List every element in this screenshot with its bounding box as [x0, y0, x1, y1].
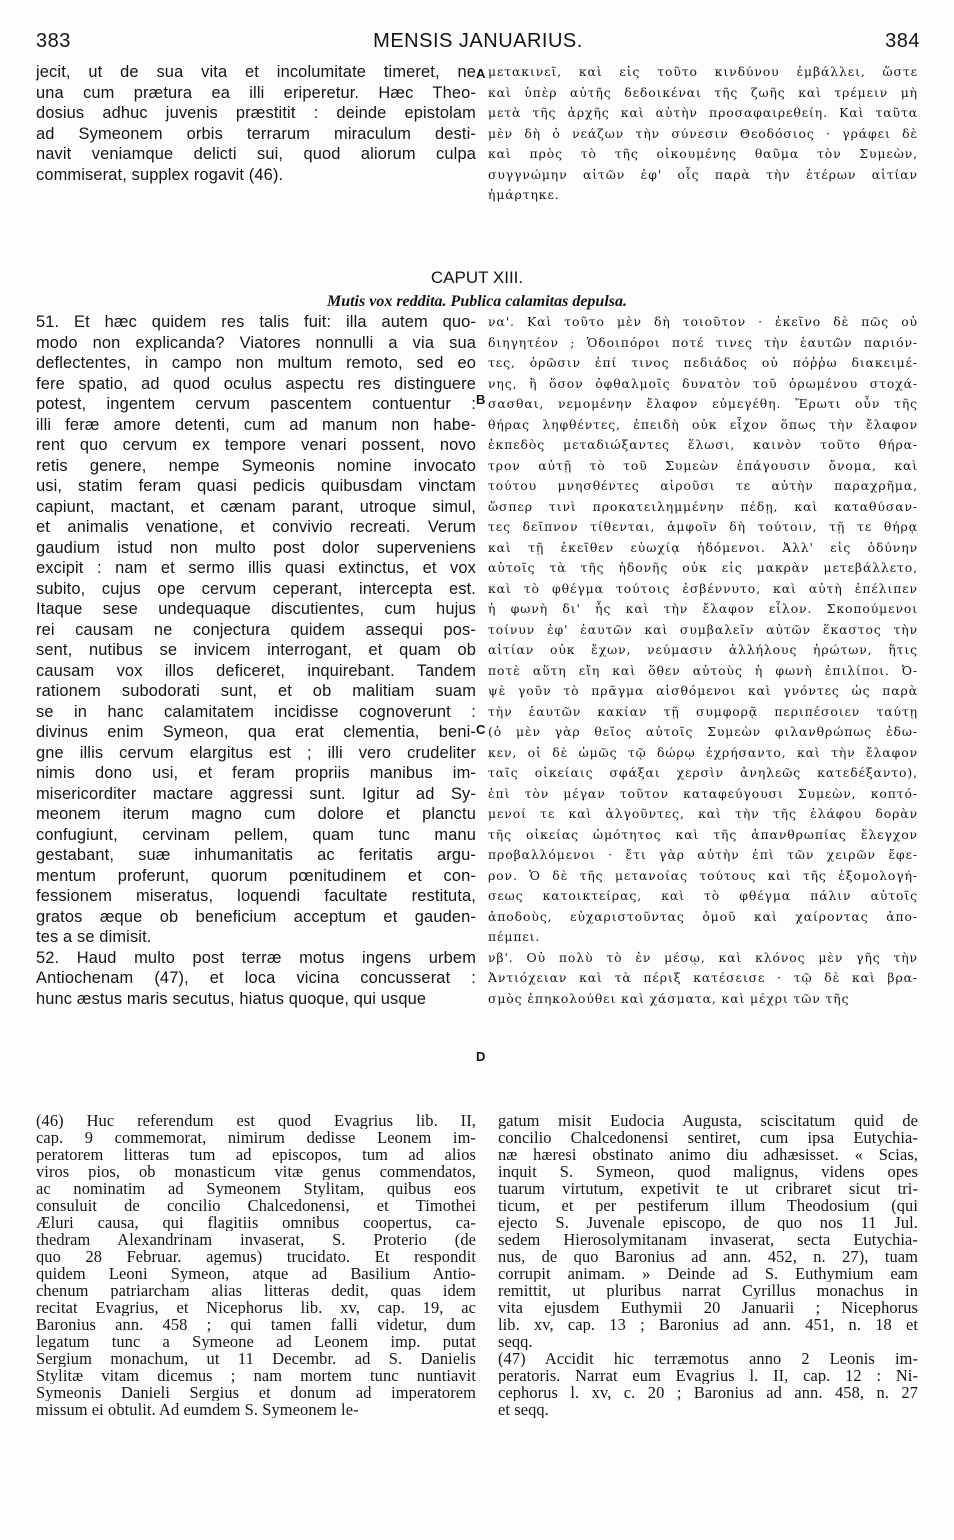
latin-text-line: se in hanc calamitatem incidisse cognoverunt : — [36, 702, 476, 721]
footnote-line: Æluri causa, qui flagitiis omnibus coopertus, ca- — [36, 1214, 476, 1231]
footnote-line: peratorem litteras tum ad episcopos, tum ad alios — [36, 1146, 476, 1163]
greek-text-line: σασθαι, νεμομένην ἔλαφον εὐμεγέθη. Ἔρωτι οὖν τῆς — [488, 396, 918, 411]
greek-text-line: μετακινεῖ, καὶ εἰς τοῦτο κινδύνου ἐμβάλλει, ὥστε — [488, 64, 918, 79]
greek-text-line: συγγνώμην αἰτῶν ἐφ' οἷς παρὰ τὴν ἑτέρων αἰτίαν — [488, 166, 918, 182]
footnote-line: lib. xv, cap. 13 ; Baronius ad ann. 451, n. 18 et — [498, 1316, 918, 1333]
greek-text-line: τῆς οἰκείας ὠμότητος καὶ τῆς ἀπανθρωπίας ἔλεγχον — [488, 826, 918, 842]
footnote-line: et seqq. — [498, 1401, 549, 1418]
greek-text-line: ρον. Ὁ δὲ τῆς μετανοίας τούτους καὶ τῆς ἐξομολογή- — [488, 867, 918, 883]
footnote-line: cephorus l. xv, c. 20 ; Baronius ad ann. 458, n. 27 — [498, 1384, 918, 1401]
greek-text-line: καὶ ὑπὲρ αὐτῆς δεδοικέναι τῆς ζωῆς καὶ τρέμειν μὴ — [488, 84, 918, 100]
running-title: MENSIS JANUARIUS. — [373, 30, 583, 52]
footnote-line: thedram Alexandrinam invaserat, S. Proterio (de — [36, 1231, 476, 1248]
latin-text-line: mentum proferunt, quorum pœnitudinem et con- — [36, 866, 476, 885]
latin-text-line: excipit : nam et sermo illis quasi extinctus, et vox — [36, 559, 476, 577]
footnotes-left — [36, 1112, 476, 1418]
latin-text-line: hunc æstus maris secutus, hiatus quoque, qui usque — [36, 989, 427, 1008]
greek-column-main — [488, 312, 918, 1009]
latin-text-line: subito, cujus ope cervum ceperant, intercepta est. — [36, 579, 476, 598]
greek-text-line: τες δεῖπνον τίθενται, ἀμφοῖν δὴ τούτοιν, τῇ τε θήρᾳ — [488, 519, 918, 534]
greek-text-line: σεως κατοικτείρας, καὶ τὸ φθέγμα πάλιν αὐτοῖς — [488, 888, 918, 903]
page-number-right: 384 — [885, 30, 920, 52]
latin-text-line: tes a se dimisit. — [36, 928, 152, 946]
footnote-line: ac nominatim ad Symeonem Stylitam, quibus eos — [36, 1180, 476, 1197]
greek-text-line: κεν, οἱ δὲ ὠμῶς τῷ δώρῳ ἐχρήσαντο, καὶ τὴν ἔλαφον — [488, 744, 918, 760]
footnote-line: ejecto S. Juvenale episcopo, de quo nos 11 Jul. — [498, 1214, 918, 1231]
greek-text-line: ἡ φωνὴ δι' ἧς καὶ τὴν ἔλαφον εἷλον. Σκοπούμενοι — [488, 601, 918, 616]
footnote-line: concilio Chalcedonensi sentiret, cum ipsa Eutychia- — [498, 1129, 918, 1146]
greek-text-line: (ὁ μὲν γὰρ θεῖος αὐτοῖς Συμεὼν φιλανθρώπως ἐδω- — [488, 724, 918, 739]
greek-text-line: μὲν δὴ ὁ νεάζων τὴν σύνεσιν Θεοδόσιος · γράφει δὲ — [488, 125, 918, 141]
greek-text-line: θήρας ληφθέντες, ἐπειδὴ οὐκ εἶχον ὅπως τὴν ἔλαφον — [488, 416, 918, 432]
footnote-line: consuluit de concilio Chalcedonensi, et Timothei — [36, 1197, 476, 1214]
greek-text-line: Ἀντιόχειαν καὶ τὰ πέριξ κατέσεισε · τῷ δὲ καὶ βρα- — [488, 970, 918, 985]
latin-text-line: fere spatio, ad quod oculus aspectu res distinguere — [36, 374, 476, 393]
latin-text-line: potest, ingentem cervum pascentem contuentur : — [36, 395, 476, 413]
page-number-left: 383 — [36, 30, 71, 52]
latin-text-line: capiunt, mactant, et cænam parant, utroque simul, — [36, 497, 476, 516]
margin-marker-d: D — [476, 1049, 486, 1064]
latin-text-line: commiserat, supplex rogavit (46). — [36, 165, 284, 184]
greek-text-line: τες, ὁρῶσιν ἐπί τινος πεδιάδος οὐ πόῤῥω διακειμέ- — [488, 355, 918, 370]
latin-text-line: navit veniamque delicti sui, quod aliorum culpa — [36, 145, 476, 163]
footnote-line: Sergium monachum, ut 11 Decembr. ad S. Danielis — [36, 1350, 476, 1367]
footnote-line: peratoris. Narrat eum Evagrius l. II, cap. 12 : Ni- — [498, 1367, 918, 1384]
footnote-line: cap. 9 commemorat, nimirum dedisse Leonem im- — [36, 1129, 476, 1146]
footnote-line: (47) Accidit hic terræmotus anno 2 Leonis im- — [498, 1350, 918, 1367]
greek-text-line: καὶ τὸ φθέγμα τούτοις ἐσβέννυτο, καὶ αὐτὴ ἐπέλιπεν — [488, 580, 918, 596]
greek-text-line: καὶ τῇ ἐκεῖθεν εὐωχίᾳ ἡδόμενοι. Ἀλλ' εἰς ὀδύνην — [488, 539, 918, 555]
greek-text-line: ἐπὶ τὸν μέγαν τοῦτον καταφεύγουσι Συμεὼν, κοπτό- — [488, 785, 918, 801]
latin-text-line: rationem subodorati sunt, et ob malitiam suam — [36, 682, 476, 700]
footnote-line: chenum patriarcham alias litteras dedit, quas idem — [36, 1282, 476, 1299]
latin-text-line: usi, statim feram quasi pedicis quibusdam vinctam — [36, 477, 476, 495]
greek-text-line: ἡμάρτηκε. — [488, 187, 560, 202]
latin-text-line: misericorditer mactare aggressi sunt. Igitur ad Sy- — [36, 784, 476, 803]
latin-text-line: una cum prætura ea illi eriperetur. Hæc Theo- — [36, 83, 476, 102]
greek-text-line: ταῖς οἰκείαις σφάξαι χερσὶν ἀνηλεῶς κατεδέξαντο), — [488, 765, 918, 780]
latin-text-line: rent quo cervum ex tempore venari possent, novo — [36, 436, 476, 454]
greek-text-line: ποτὲ αὕτη εἴη καὶ ὅθεν αὐτοὺς ἡ φωνὴ ἐπιλίποι. Ὀ- — [488, 662, 918, 678]
latin-text-line: fessionem miseratus, loquendi facultate restituta, — [36, 887, 476, 905]
greek-text-line: τρον αὐτῇ τὸ τοῦ Συμεὼν ἐπάγουσιν ὄνομα, καὶ — [488, 457, 918, 473]
latin-column-top — [36, 62, 476, 185]
latin-text-line: 51. Et hæc quidem res talis fuit: illa autem quo- — [36, 313, 476, 331]
chapter-subtitle: Mutis vox reddita. Publica calamitas depulsa. — [326, 293, 627, 310]
footnote-line: legatum tunc a Symeone ad Leonem imp. putat — [36, 1333, 476, 1350]
footnote-line: viros pios, ob monasticum vitæ genus commendatos, — [36, 1163, 476, 1180]
footnote-line: missum ei obtulit. Ad eumdem S. Symeonem le- — [36, 1401, 359, 1418]
greek-text-line: ἀποδοὺς, εὐχαριστοῦντας ὁμοῦ καὶ χαίροντας ἀπο- — [488, 908, 918, 924]
greek-text-line: μενοί τε καὶ ἀλγοῦντες, καὶ τὴν τῆς ἐλάφου δορὰν — [488, 806, 918, 821]
footnote-line: quo 28 Februar. agemus) trucidato. Et respondit — [36, 1248, 476, 1265]
greek-text-line: ἐκπεδὸς μεταδιώξαντες ἕλωσι, καινὸν τοῦτο θήρα- — [488, 437, 918, 452]
greek-text-line: ὥσπερ τινὶ προκατειλημμένην πέδῃ, καὶ καταθύσαν- — [488, 498, 918, 514]
greek-text-line: προβαλλόμενοι · ἔτι γὰρ αὐτὴν ἐπὶ τῶν χειρῶν ἔφε- — [488, 847, 918, 862]
latin-text-line: modo non explicanda? Viatores nonnulli a via sua — [36, 333, 476, 352]
page-header — [36, 30, 920, 62]
latin-text-line: 52. Haud multo post terræ motus ingens urbem — [36, 948, 476, 967]
latin-text-line: gratos æque ob beneficium acceptum et gauden- — [36, 907, 476, 926]
margin-marker-a: A — [476, 66, 486, 81]
latin-text-line: gaudium istud non multo post dolor superveniens — [36, 538, 476, 557]
footnote-line: ticum, et per pestiferum illum Theodosium (qui — [498, 1197, 918, 1214]
latin-text-line: gne illis cervum elargitus est ; illi vero crudeliter — [36, 743, 476, 762]
footnote-line: sedem Hierosolymitanam invaserat, secta Eutychia- — [498, 1231, 918, 1248]
footnote-line: Baronius ann. 458 ; qui tamen falli videtur, dum — [36, 1316, 476, 1333]
latin-text-line: nimis dono usi, et feram propriis manibus im- — [36, 764, 476, 782]
latin-text-line: jecit, ut de sua vita et incolumitate timeret, ne — [36, 63, 476, 81]
footnote-line: remittit, ut pluribus narrat Cyrillus monachus in — [498, 1282, 918, 1299]
greek-text-line: καὶ πρὸς τὸ τῆς οἰκουμένης θαῦμα τὸν Συμεὼν, — [488, 146, 918, 161]
greek-text-line: νης, ἢ ὅσον ὀφθαλμοῖς δυνατὸν τοῦ ὁρωμένου στοχά- — [488, 375, 918, 391]
greek-column-top — [488, 62, 918, 206]
greek-text-line: πέμπει. — [488, 929, 541, 944]
chapter-title: CAPUT XIII. — [430, 268, 524, 287]
greek-text-line: μετὰ τῆς ἀρχῆς καὶ αὐτὴν προσαφαιρεθείη. Καὶ ταῦτα — [488, 105, 918, 120]
latin-text-line: sent, nutibus se invicem interrogant, et quam ob — [36, 641, 476, 659]
latin-text-line: deflectentes, in campo non multum remoto, sed eo — [36, 354, 476, 372]
footnote-line: gatum misit Eudocia Augusta, sciscitatum quid de — [498, 1112, 918, 1129]
footnote-line: inquit S. Symeon, quod malignus, videns opes — [498, 1163, 918, 1180]
greek-text-line: να'. Καὶ τοῦτο μὲν δὴ τοιοῦτον · ἐκεῖνο δὲ πῶς οὐ — [488, 314, 918, 329]
latin-text-line: Itaque sese undequaque discutientes, cum hujus — [36, 600, 476, 618]
greek-text-line: σμὸς ἐπηκολούθει καὶ χάσματα, καὶ μέχρι τῶν τῆς — [488, 990, 850, 1006]
greek-text-line: αἰτίαν οὐκ ἔχων, νεύμασιν ἀλλήλους ἠρώτων, ἥτις — [488, 642, 918, 657]
latin-text-line: gestabant, suæ inhumanitatis ac feritatis argu- — [36, 846, 476, 864]
footnote-line: corrupit animam. » Deinde ad S. Euthymium eam — [498, 1265, 918, 1282]
footnote-line: (46) Huc referendum est quod Evagrius lib. II, — [36, 1112, 476, 1129]
latin-text-line: confugiunt, cervinam pellem, quam tunc manu — [36, 825, 476, 844]
greek-text-line: τούτου μνησθέντες αἱροῦσι τε αὐτὴν παραχρῆμα, — [488, 478, 918, 493]
greek-text-line: διηγητέον ; Ὁδοιπόροι ποτέ τινες τὴν ἑαυτῶν παριόν- — [488, 334, 918, 350]
latin-text-line: rei causam ne conjectura quidem assequi pos- — [36, 620, 476, 639]
latin-text-line: illi feræ amore detenti, cum ad manum non habe- — [36, 415, 476, 434]
greek-text-line: ψὲ γοῦν τὸ πρᾶγμα αἰσθόμενοι καὶ γνόντες ὡς παρὰ — [488, 683, 918, 698]
footnote-line: næ hæresi obstinato animo diu adhæsisset. « Scias, — [498, 1146, 918, 1163]
latin-column-main — [36, 312, 476, 1009]
latin-text-line: dosius adhuc juvenis præstitit : deinde epistolam — [36, 104, 476, 122]
footnote-line: vita ejusdem Euthymii 20 Januarii ; Nicephorus — [498, 1299, 918, 1316]
footnote-line: quidem Leoni Symeon, atque ad Basilium Antio- — [36, 1265, 476, 1282]
margin-marker-b: B — [476, 392, 486, 407]
footnote-line: Stylitæ vitam dicemus ; nam mortem tunc nuntiavit — [36, 1367, 476, 1384]
latin-text-line: et animalis venatione, et convivio recreati. Verum — [36, 518, 476, 536]
latin-text-line: Antiochenam (47), et loca vicina concusserat : — [36, 969, 476, 987]
latin-text-line: ad Symeonem orbis terrarum miraculum desti- — [36, 124, 476, 143]
greek-text-line: τοίνυν ἐφ' ἑαυτῶν καὶ συμβαλεῖν αὐτῶν ἕκαστος τὴν — [488, 621, 918, 637]
footnote-line: nus, de quo Baronius ad ann. 452, n. 27), tuam — [498, 1248, 918, 1265]
latin-text-line: divinus enim Symeon, qua erat clementia, beni- — [36, 723, 476, 741]
latin-text-line: causam vox illos deficeret, inquirebant. Tandem — [36, 661, 476, 680]
footnote-line: Symeonis Danieli Sergius et donum ad imperatorem — [36, 1384, 476, 1401]
greek-text-line: αὐτοῖς τὰ τῆς ἡδονῆς οὐκ εἰς μακρὰν μετεβάλλετο, — [488, 560, 918, 575]
greek-text-line: τὴν ἑαυτῶν κακίαν τῇ συμφορᾷ περιπέσοιεν ταύτῃ — [488, 703, 918, 719]
footnote-line: tuarum virtutum, expetivit te ut cribraret sicut tri- — [498, 1180, 918, 1197]
margin-marker-c: C — [476, 722, 486, 737]
footnote-line: seqq. — [498, 1333, 533, 1350]
greek-text-line: νβ'. Οὐ πολὺ τὸ ἐν μέσῳ, καὶ κλόνος μὲν γῆς τὴν — [488, 949, 918, 965]
footnote-line: recitat Evagrius, et Nicephorus lib. xv, cap. 19, ac — [36, 1299, 476, 1316]
latin-text-line: retis genere, nempe Symeonis nomine invocato — [36, 456, 476, 475]
footnotes-right — [498, 1112, 918, 1418]
latin-text-line: meonem iterum magno cum dolore et planctu — [36, 805, 476, 823]
